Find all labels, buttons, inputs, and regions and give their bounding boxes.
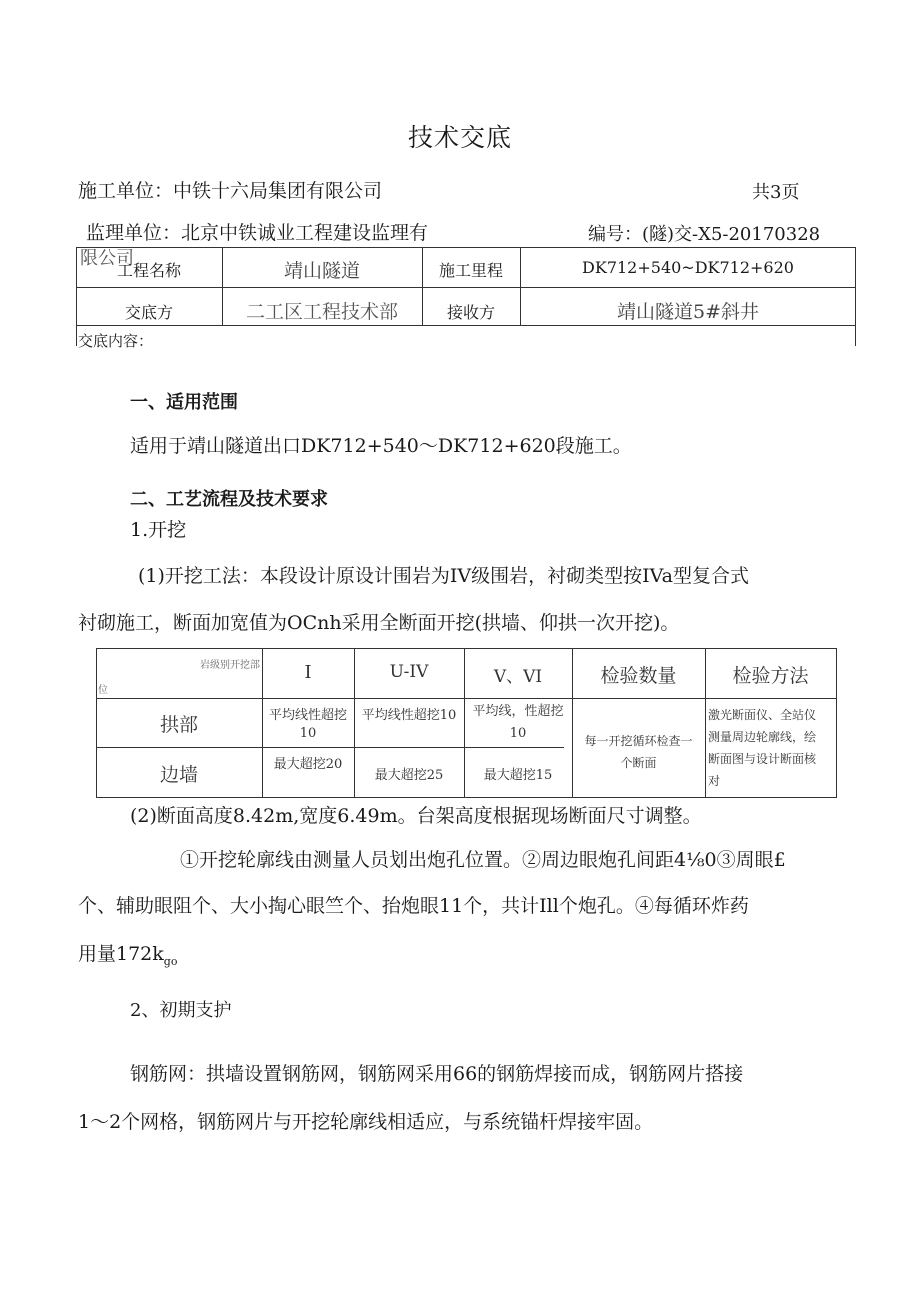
arch-grade-vi-line1: 平均线，性超挖 — [472, 704, 564, 719]
arch-grade-i-line1: 平均线性超挖 — [268, 708, 347, 723]
mileage: DK712+540~DK712+620 — [582, 258, 794, 277]
issuer-label: 交底方 — [124, 303, 173, 322]
inspection-method-line4: 对 — [708, 774, 721, 788]
row-arch-label: 拱部 — [159, 714, 198, 736]
subsection-initial-support: 2、初期支护 — [130, 1000, 232, 1021]
corner-header-bottom: 位 — [98, 685, 108, 696]
paragraph-holes-line1: ①开挖轮廓线由测量人员划出炮孔位置。②周边眼炮孔间距4⅛0③周眼£ — [180, 849, 786, 871]
explosive-amount: 用量172k — [78, 943, 164, 965]
inspection-method-line1: 激光断面仪、全站仪 — [708, 708, 817, 722]
excavation-table — [96, 648, 837, 798]
arch-grade-i-line2: 10 — [299, 726, 317, 741]
receiver-label: 接收方 — [446, 303, 495, 322]
inspection-qty-line1: 每一开挖循环检查一 — [584, 734, 693, 748]
header-inspection-method: 检验方法 — [732, 665, 809, 687]
inspection-method-line2: 测量周边轮廓线，绘 — [708, 730, 817, 744]
wall-grade-iv: 最大超挖25 — [374, 768, 444, 783]
paragraph-mesh-line2: 1～2个网格，钢筋网片与开挖轮廓线相适应，与系统锚杆焊接牢固。 — [78, 1111, 654, 1133]
inspection-method-line3: 断面图与设计断面核 — [708, 752, 817, 766]
section-2-title: 二、工艺流程及技术要求 — [130, 489, 328, 510]
paragraph-holes-line2: 个、辅助眼阻个、大小掏心眼竺个、抬炮眼11个，共计Ill个炮孔。④每循环炸药 — [78, 895, 749, 917]
corner-header-top: 岩级别开挖部 — [200, 660, 260, 671]
arch-grade-iv: 平均线性超挖10 — [361, 708, 457, 723]
supervision-unit-continued: 限公司 — [80, 248, 134, 269]
content-label: 交底内容： — [78, 332, 154, 350]
header-grade-vi: V、VI — [493, 667, 543, 687]
header-grade-i: I — [304, 662, 312, 683]
wall-grade-vi: 最大超挖15 — [483, 768, 553, 783]
paragraph-method-line1: (1)开挖工法：本段设计原设计围岩为IV级围岩，衬砌类型按IVa型复合式 — [138, 565, 749, 587]
page-count: 共3页 — [752, 182, 800, 203]
section-1-text: 适用于靖山隧道出口DK712+540～DK712+620段施工。 — [130, 435, 632, 457]
section-1-title: 一、适用范围 — [130, 392, 238, 413]
issuer: 二工区工程技术部 — [245, 301, 398, 323]
wall-grade-i: 最大超挖20 — [273, 757, 343, 772]
document-title: 技术交底 — [407, 123, 512, 152]
inspection-qty-line2: 个断面 — [620, 756, 657, 770]
paragraph-holes-line3 — [78, 939, 177, 968]
receiver: 靖山隧道5#斜井 — [616, 301, 759, 323]
subsection-excavation: 1.开挖 — [130, 519, 187, 541]
project-name-label: 工程名称 — [116, 261, 181, 280]
arch-grade-vi-line2: 10 — [509, 726, 527, 741]
header-grade-iv: U-IV — [389, 662, 429, 682]
header-inspection-qty: 检验数量 — [600, 665, 677, 687]
paragraph-dimensions: (2)断面高度8.42m,宽度6.49m。台架高度根据现场断面尺寸调整。 — [130, 805, 702, 827]
document-number: 编号：(隧)交-X5-20170328 — [588, 224, 821, 245]
project-name: 靖山隧道 — [283, 260, 360, 282]
paragraph-mesh-line1: 钢筋网：拱墙设置钢筋网，钢筋网采用66的钢筋焊接而成，钢筋网片搭接 — [130, 1063, 744, 1085]
paragraph-method-line2: 衬砌施工，断面加宽值为OCnh采用全断面开挖(拱墙、仰拱一次开挖)。 — [78, 612, 680, 634]
supervision-unit: 监理单位：北京中铁诚业工程建设监理有 — [86, 222, 429, 244]
construction-unit: 施工单位：中铁十六局集团有限公司 — [78, 180, 383, 202]
info-table — [76, 247, 856, 350]
row-wall-label: 边墙 — [159, 764, 198, 786]
mileage-label: 施工里程 — [438, 261, 503, 280]
explosive-unit: go — [163, 954, 178, 968]
